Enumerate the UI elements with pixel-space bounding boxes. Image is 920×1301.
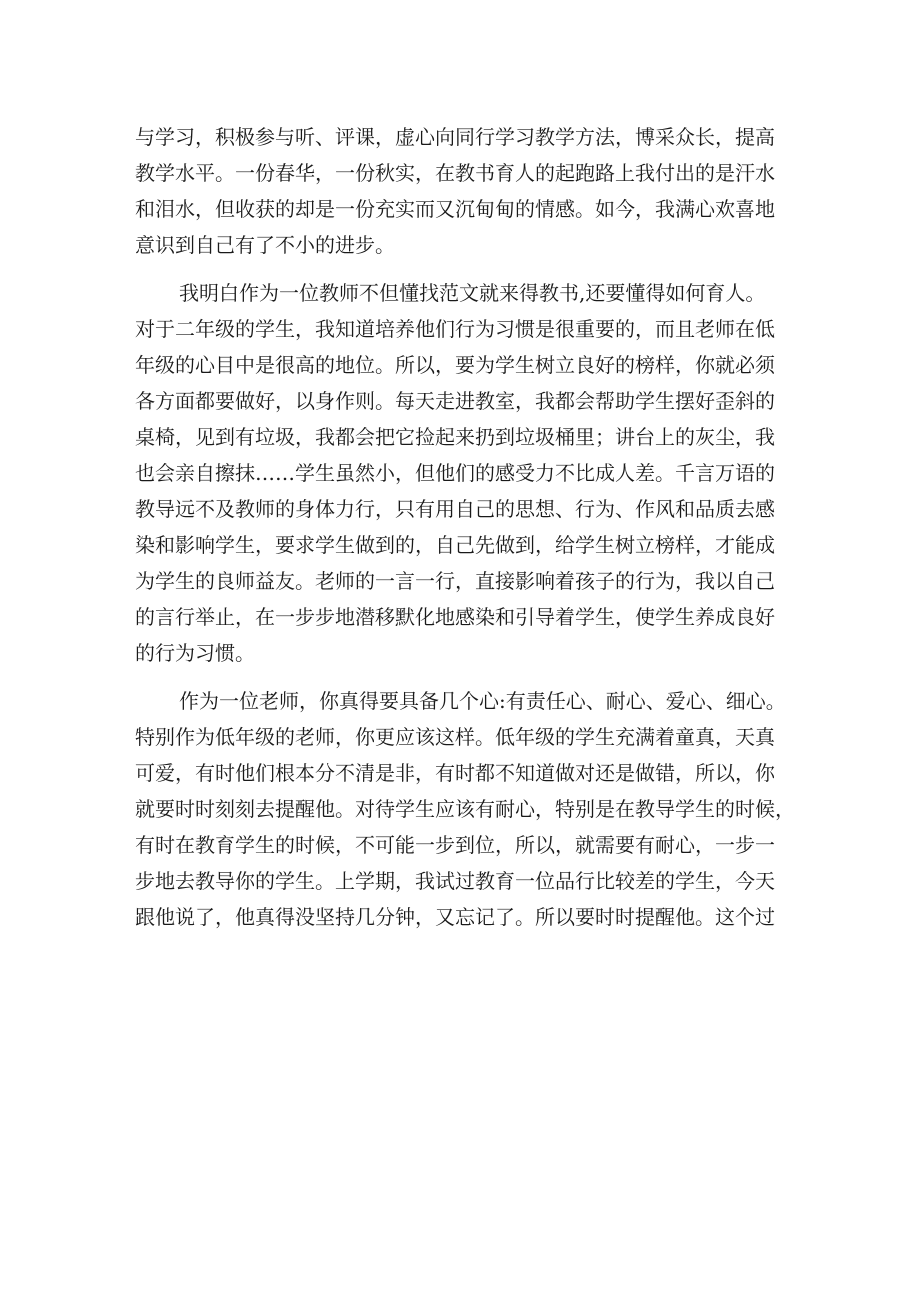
paragraph-1 (135, 119, 787, 263)
text-line: 为学生的良师益友。老师的一言一行，直接影响着孩子的行为，我以自己 (135, 569, 775, 593)
text-line: 就要时时刻刻去提醒他。对待学生应该有耐心，特别是在教导学生的时候， (135, 797, 795, 821)
text-line: 的言行举止，在一步步地潜移默化地感染和引导着学生，使学生养成良好 (135, 605, 775, 629)
text-line: 有时在教育学生的时候，不可能一步到位，所以，就需要有耐心，一步一 (135, 833, 775, 857)
paragraph-2 (135, 275, 787, 671)
text-line: 也会亲自擦抹……学生虽然小，但他们的感受力不比成人差。千言万语的 (135, 461, 775, 485)
paragraph-3 (135, 683, 795, 935)
text-line: 与学习，积极参与听、评课，虚心向同行学习教学方法，博采众长，提高 (135, 125, 775, 149)
document-body (135, 119, 795, 935)
text-line: 年级的心目中是很高的地位。所以，要为学生树立良好的榜样，你就必须 (135, 353, 775, 377)
text-line: 对于二年级的学生，我知道培养他们行为习惯是很重要的，而且老师在低 (135, 317, 775, 341)
text-line: 的行为习惯。 (135, 641, 255, 665)
text-line: 步地去教导你的学生。上学期，我试过教育一位品行比较差的学生，今天 (135, 869, 775, 893)
text-line: 意识到自己有了不小的进步。 (135, 233, 395, 257)
text-line: 教学水平。一份春华，一份秋实，在教书育人的起跑路上我付出的是汗水 (135, 161, 775, 185)
text-line: 可爱，有时他们根本分不清是非，有时都不知道做对还是做错，所以，你 (135, 761, 775, 785)
text-line: 跟他说了，他真得没坚持几分钟，又忘记了。所以要时时提醒他。这个过 (135, 905, 775, 929)
text-line: 桌椅，见到有垃圾，我都会把它捡起来扔到垃圾桶里；讲台上的灰尘，我 (135, 425, 775, 449)
text-line: 我明白作为一位教师不但懂找范文就来得教书,还要懂得如何育人。 (179, 281, 766, 305)
text-line: 各方面都要做好，以身作则。每天走进教室，我都会帮助学生摆好歪斜的 (135, 389, 775, 413)
text-line: 特别作为低年级的老师，你更应该这样。低年级的学生充满着童真，天真 (135, 725, 775, 749)
text-line: 教导远不及教师的身体力行，只有用自己的思想、行为、作风和品质去感 (135, 497, 775, 521)
text-line: 染和影响学生，要求学生做到的，自己先做到，给学生树立榜样，才能成 (135, 533, 775, 557)
text-line: 作为一位老师，你真得要具备几个心:有责任心、耐心、爱心、细心。 (179, 689, 786, 713)
text-line: 和泪水，但收获的却是一份充实而又沉甸甸的情感。如今，我满心欢喜地 (135, 197, 775, 221)
